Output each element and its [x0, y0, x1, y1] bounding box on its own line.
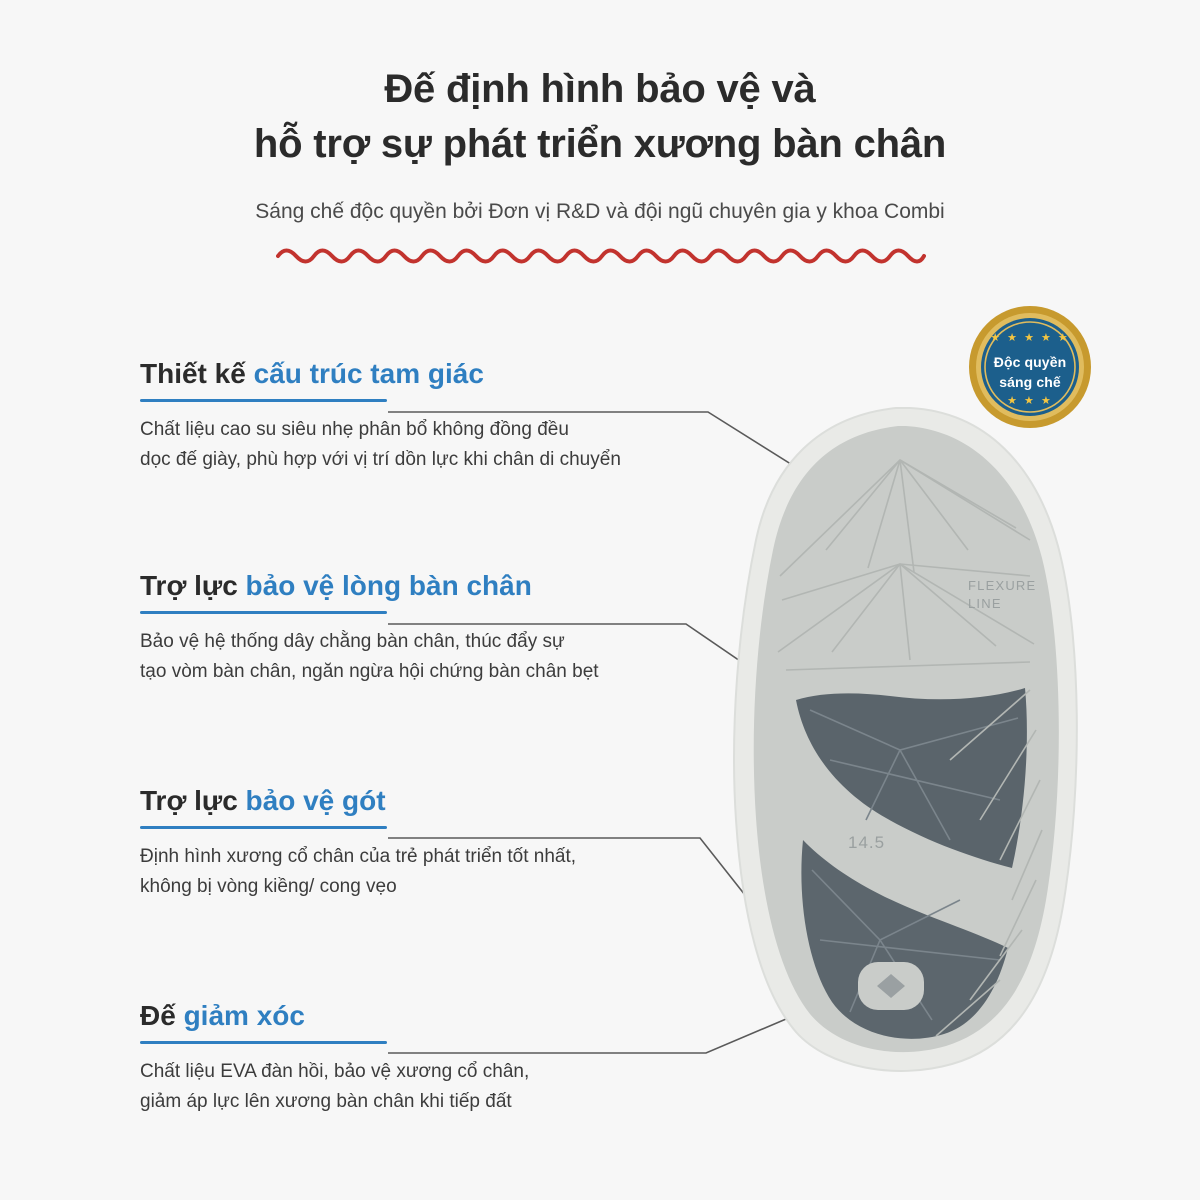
- callout-body-line1: Bảo vệ hệ thống dây chằng bàn chân, thúc đẩy sự: [140, 631, 565, 652]
- callout-underline: [140, 399, 387, 402]
- callout-body: [140, 842, 760, 902]
- callout-shock-absorbing-sole: [140, 1000, 760, 1117]
- callout-heading-plain: Thiết kế: [140, 358, 254, 389]
- badge-text: [968, 353, 1092, 393]
- callout-body-line2: không bị vòng kiềng/ cong vẹo: [140, 876, 397, 898]
- callout-body-line1: Định hình xương cổ chân của trẻ phát triển tốt nhất,: [140, 846, 577, 867]
- callout-heading-highlight: bảo vệ gót: [245, 785, 386, 816]
- callout-body-line1: Chất liệu cao su siêu nhẹ phân bổ không đồng đều: [140, 419, 569, 440]
- page-title-line1: Đế định hình bảo vệ và: [384, 67, 816, 111]
- exclusive-patent-badge: [968, 305, 1092, 429]
- callout-heading-highlight: giảm xóc: [183, 1000, 305, 1031]
- callout-heading-plain: Trợ lực: [140, 785, 246, 816]
- callout-underline: [140, 1041, 387, 1044]
- flexure-line-label-1: FLEXURE: [968, 578, 1037, 593]
- callout-body: [140, 1057, 760, 1117]
- callout-triangle-structure: [140, 358, 760, 475]
- page-title-line2: hỗ trợ sự phát triển xương bàn chân: [253, 122, 947, 167]
- callout-heading-highlight: cấu trúc tam giác: [253, 358, 484, 389]
- flexure-line-label-2: LINE: [968, 596, 1002, 611]
- callout-body: [140, 415, 760, 475]
- callout-underline: [140, 611, 387, 614]
- page-title: [0, 62, 1200, 172]
- callout-body: [140, 627, 760, 687]
- callout-body-line2: tạo vòm bàn chân, ngăn ngừa hội chứng bàn chân bẹt: [140, 661, 599, 683]
- badge-stars-top: ★ ★ ★ ★ ★: [990, 332, 1070, 344]
- badge-text-line2: sáng chế: [999, 373, 1061, 390]
- shoe-size-label: 14.5: [848, 833, 886, 852]
- badge-stars-bottom: ★ ★ ★: [1007, 395, 1053, 407]
- callout-heading-highlight: bảo vệ lòng bàn chân: [245, 570, 532, 601]
- callout-underline: [140, 826, 387, 829]
- callout-body-line1: Chất liệu EVA đàn hồi, bảo vệ xương cổ chân,: [140, 1061, 530, 1082]
- callout-heading: [140, 570, 760, 602]
- callout-heading-plain: Trợ lực: [140, 570, 246, 601]
- badge-text-line1: Độc quyền: [993, 354, 1067, 370]
- callout-body-line2: dọc đế giày, phù hợp với vị trí dồn lực khi chân di chuyển: [140, 449, 621, 471]
- callout-heel-support: [140, 785, 760, 902]
- page-subtitle: Sáng chế độc quyền bởi Đơn vị R&D và đội ngũ chuyên gia y khoa Combi: [255, 200, 945, 223]
- callout-heading: [140, 358, 760, 390]
- callout-arch-support: [140, 570, 760, 687]
- callout-heading: [140, 785, 760, 817]
- callout-heading-plain: Đế: [140, 1000, 184, 1031]
- shoe-sole-illustration: [700, 400, 1120, 1080]
- callout-heading: [140, 1000, 760, 1032]
- squiggle-divider-icon: [276, 243, 926, 269]
- callout-body-line2: giảm áp lực lên xương bàn chân khi tiếp đất: [140, 1091, 512, 1113]
